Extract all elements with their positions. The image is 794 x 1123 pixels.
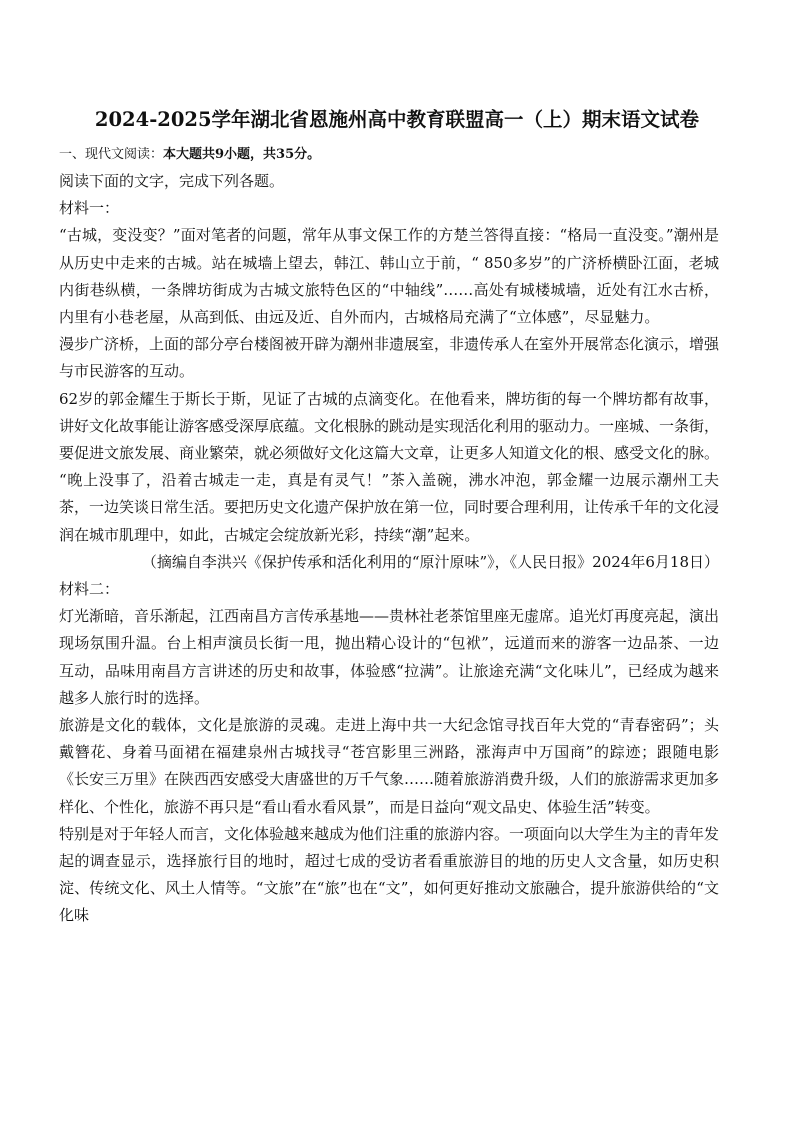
material-one-paragraph: 漫步广济桥，上面的部分亭台楼阁被开辟为潮州非遗展室，非遗传承人在室外开展常态化演示，增强与市民游客的互动。 (59, 335, 720, 381)
reading-instruction: 阅读下面的文字，完成下列各题。 (59, 172, 285, 190)
material-one-label: 材料一： (59, 199, 120, 218)
material-two-paragraph: 特别是对于年轻人而言，文化体验越来越成为他们注重的旅游内容。一项面向以大学生为主的青年发起的调查显示，选择旅行目的地时，超过七成的受访者看重旅游目的地的历史人文含量，如历史积淀、传统文化、风土人情等。“文旅”在“旅”也在“文”，如何更好推动文旅融合，提升旅游供给的“文化味 (59, 824, 720, 925)
material-two-paragraph: 旅游是文化的载体，文化是旅游的灵魂。走进上海中共一大纪念馆寻找百年大党的“青春密码”；头戴簪花、身着马面裙在福建泉州古城找寻“苍宫影里三洲路，涨海声中万国商”的踪迹；跟随电影《长安三万里》在陕西西安感受大唐盛世的万千气象……随着旅游消费升级，人们的旅游需求更加多样化、个性化，旅游不再只是“看山看水看风景”，而是日益向“观文品史、体验生活”转变。 (59, 716, 720, 816)
material-one-paragraph: “古城，变没变？”面对笔者的问题，常年从事文保工作的方楚兰答得直接：“格局一直没变。”潮州是从历史中走来的古城。站在城墙上望去，韩江、韩山立于前，“ 850多岁”的广济桥横卧江面，老城内街巷纵横，一条牌坊街成为古城文旅特色区的“中轴线”……高处有城楼城墙，近处有江水古桥，内里有小巷老屋，从高到低、由远及近、自外而内，古城格局充满了“立体感”，尽显魅力。 (59, 226, 719, 327)
material-two-label: 材料二： (59, 580, 120, 599)
document-body (59, 141, 719, 930)
section-heading-score: 本大题共9小题，共35分。 (163, 147, 321, 162)
material-one-citation: （摘编自李洪兴《保护传承和活化利用的“原汁原味”》，《人民日报》2024年6月18日） (141, 552, 719, 571)
section-heading-prefix: 一、现代文阅读： (59, 147, 164, 162)
material-one-paragraph: 62岁的郭金耀生于斯长于斯，见证了古城的点滴变化。在他看来，牌坊街的每一个牌坊都有故事，讲好文化故事能让游客感受深厚底蕴。文化根脉的跳动是实现活化利用的驱动力。一座城、一条街，要促进文旅发展、商业繁荣，就必须做好文化这篇大文章，让更多人知道文化的根、感受文化的脉。 (59, 389, 720, 463)
material-one-paragraph: “晚上没事了，沿着古城走一走，真是有灵气！”茶入盖碗，沸水冲泡，郭金耀一边展示潮州工夫茶，一边笑谈日常生活。要把历史文化遗产保护放在第一位，同时要合理利用，让传承千年的文化浸润在城市肌理中，如此，古城定会绽放新光彩，持续“潮”起来。 (59, 471, 720, 544)
material-two-paragraph: 灯光渐暗，音乐渐起，江西南昌方言传承基地——贵林社老茶馆里座无虚席。追光灯再度亮起，演出现场氛围升温。台上相声演员长街一甩，抛出精心设计的“包袱”，远道而来的游客一边品茶、一边互动，品味用南昌方言讲述的历史和故事，体验感“拉满”。让旅途充满“文化味儿”，已经成为越来越多人旅行时的选择。 (59, 607, 720, 707)
section-heading (59, 141, 719, 168)
exam-title: 2024-2025学年湖北省恩施州高中教育联盟高一（上）期末语文试卷 (94, 108, 700, 131)
